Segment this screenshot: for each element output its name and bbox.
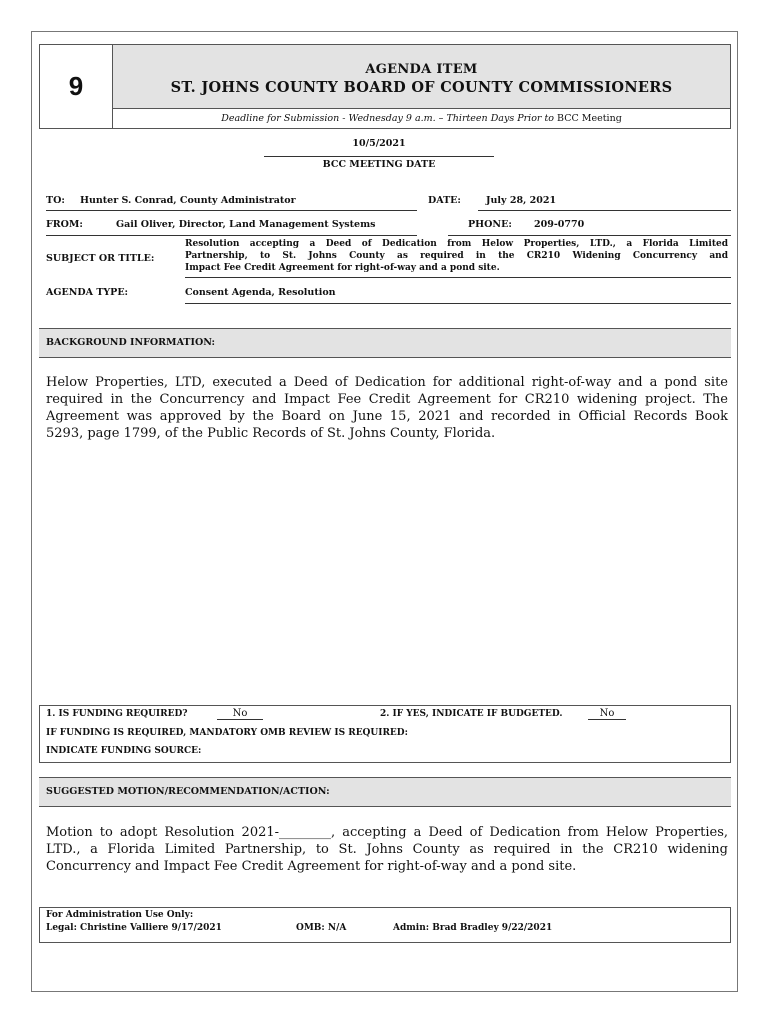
- background-heading: BACKGROUND INFORMATION:: [39, 328, 731, 358]
- motion-line-1: Motion to adopt Resolution 2021-________, accepting a Deed of Dedication from Helow Properties,: [46, 825, 728, 840]
- funding-required-value: [217, 708, 263, 720]
- agenda-header-title: [112, 44, 731, 109]
- to-label: TO:: [46, 195, 65, 206]
- date-value: July 28, 2021: [486, 195, 557, 206]
- motion-heading: SUGGESTED MOTION/RECOMMENDATION/ACTION:: [39, 777, 731, 807]
- agenda-item-number: 9: [39, 44, 113, 129]
- agenda-item-heading: AGENDA ITEM: [365, 62, 478, 77]
- subject-line-2: Partnership, to St. Johns County as required in the CR210 Widening Concurrency and: [185, 251, 728, 261]
- background-text: [46, 374, 728, 442]
- admin-approval: Admin: Brad Bradley 9/22/2021: [393, 923, 553, 933]
- to-value: Hunter S. Conrad, County Administrator: [80, 195, 296, 206]
- board-name: ST. JOHNS COUNTY BOARD OF COUNTY COMMISSIONERS: [170, 79, 673, 96]
- meeting-date: 10/5/2021: [352, 138, 406, 149]
- subject-label: SUBJECT OR TITLE:: [46, 253, 155, 264]
- subject-rule: [185, 277, 731, 278]
- deadline-text: Deadline for Submission - Wednesday 9 a.m. – Thirteen Days Prior to: [221, 113, 558, 124]
- subject-line-3: Impact Fee Credit Agreement for right-of-way and a pond site.: [185, 263, 500, 273]
- admin-heading: For Administration Use Only:: [46, 910, 194, 920]
- funding-required-label: 1. IS FUNDING REQUIRED?: [46, 709, 188, 719]
- phone-rule: [448, 235, 731, 236]
- agenda-type-value: Consent Agenda, Resolution: [185, 287, 336, 298]
- phone-label: PHONE:: [468, 219, 512, 230]
- agenda-type-label: AGENDA TYPE:: [46, 287, 129, 298]
- meeting-date-label: BCC MEETING DATE: [322, 159, 436, 170]
- motion-line-2: LTD., a Florida Limited Partnership, to St. Johns County as required in the CR210 widening: [46, 842, 728, 857]
- omb-approval: OMB: N/A: [296, 923, 347, 933]
- motion-text: [46, 824, 728, 875]
- budgeted-label: 2. IF YES, INDICATE IF BUDGETED.: [380, 709, 563, 719]
- submission-deadline: [112, 108, 731, 129]
- motion-line-3: Concurrency and Impact Fee Credit Agreement for right-of-way and a pond site.: [46, 859, 577, 874]
- background-line-1: Helow Properties, LTD, executed a Deed of Dedication for additional right-of-way and a pond site: [46, 375, 728, 390]
- subject-line-1: Resolution accepting a Deed of Dedication from Helow Properties, LTD., a Florida Limited: [185, 239, 728, 249]
- budgeted-answer: No: [588, 708, 626, 720]
- funding-required-answer: No: [217, 708, 263, 720]
- legal-approval: Legal: Christine Valliere 9/17/2021: [46, 923, 222, 933]
- date-label: DATE:: [428, 195, 461, 206]
- funding-source-label: INDICATE FUNDING SOURCE:: [46, 746, 202, 756]
- background-line-3: Agreement was approved by the Board on June 15, 2021 and recorded in Official Records Book: [46, 409, 728, 424]
- budgeted-value: [588, 708, 626, 720]
- date-rule: [478, 210, 731, 211]
- deadline-bcc: BCC Meeting: [557, 113, 622, 124]
- from-label: FROM:: [46, 219, 83, 230]
- background-line-2: required in the Concurrency and Impact Fee Credit Agreement for CR210 widening project. The: [46, 392, 728, 407]
- agenda-type-rule: [185, 303, 731, 304]
- subject-value: [185, 238, 728, 274]
- from-rule: [46, 235, 417, 236]
- background-line-4: 5293, page 1799, of the Public Records of St. Johns County, Florida.: [46, 426, 496, 441]
- from-value: Gail Oliver, Director, Land Management Systems: [116, 219, 376, 230]
- to-rule: [46, 210, 417, 211]
- phone-value: 209-0770: [534, 219, 585, 230]
- omb-review-note: IF FUNDING IS REQUIRED, MANDATORY OMB REVIEW IS REQUIRED:: [46, 728, 408, 738]
- meeting-date-rule: [264, 156, 494, 157]
